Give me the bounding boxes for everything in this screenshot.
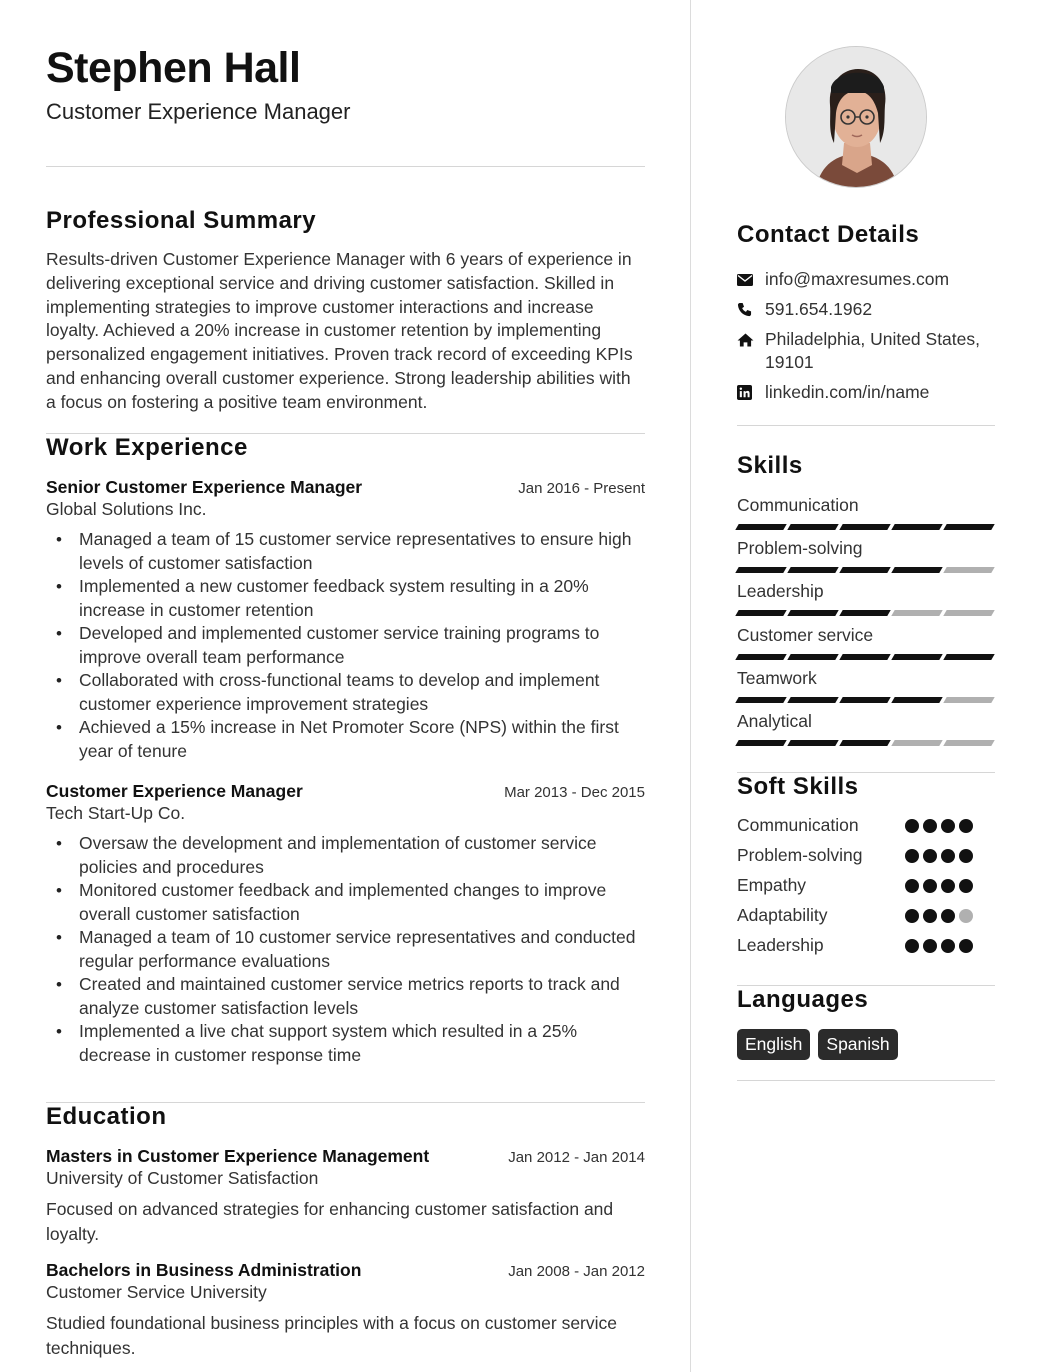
degree-title: Bachelors in Business Administration — [46, 1260, 362, 1280]
rating-dot — [923, 819, 937, 833]
job-company: Global Solutions Inc. — [46, 499, 207, 519]
rating-dot — [905, 939, 919, 953]
rating-dot — [959, 849, 973, 863]
contact-address — [737, 328, 995, 374]
education-heading: Education — [46, 1103, 167, 1130]
header-divider — [46, 166, 645, 167]
address-text: Philadelphia, United States, 19101 — [765, 329, 980, 372]
soft-skill-item — [737, 815, 995, 836]
skill-level-segment — [735, 524, 786, 530]
linkedin-text[interactable]: linkedin.com/in/name — [765, 382, 930, 402]
skill-name: Leadership — [737, 581, 824, 601]
job-bullet: • Developed and implemented customer service training programs to improve overall team performance — [46, 622, 645, 669]
skill-level-segment — [839, 567, 890, 573]
language-tag: English — [737, 1029, 810, 1060]
job-entry — [46, 477, 645, 763]
skill-level-segment — [735, 740, 786, 746]
contact-phone — [737, 298, 995, 321]
contact-heading: Contact Details — [737, 221, 920, 248]
rating-dot — [905, 879, 919, 893]
soft-skill-item — [737, 935, 995, 956]
skill-item — [737, 581, 993, 616]
skill-level-segment — [839, 524, 890, 530]
contact-email — [737, 268, 995, 291]
soft-skill-name: Communication — [737, 815, 859, 835]
school-name: Customer Service University — [46, 1282, 267, 1302]
skill-level-segment — [891, 524, 942, 530]
skill-name: Communication — [737, 495, 859, 515]
soft-skill-name: Adaptability — [737, 905, 828, 925]
skill-name: Analytical — [737, 711, 812, 731]
skill-level-segment — [839, 610, 890, 616]
rating-dot — [959, 819, 973, 833]
skill-level-segment — [943, 567, 994, 573]
skill-level-bar — [737, 567, 993, 573]
skill-item — [737, 668, 993, 703]
skill-level-segment — [735, 654, 786, 660]
profile-photo — [785, 46, 927, 188]
skill-level-segment — [839, 654, 890, 660]
job-bullet: • Implemented a new customer feedback system resulting in a 20% increase in customer retention — [46, 575, 645, 622]
skill-level-bar — [737, 740, 993, 746]
education-entry — [46, 1146, 645, 1246]
skill-level-segment — [787, 567, 838, 573]
home-icon — [737, 328, 765, 351]
rating-dot — [923, 939, 937, 953]
job-entry — [46, 781, 645, 1067]
skill-name: Problem-solving — [737, 538, 863, 558]
rating-dot — [959, 939, 973, 953]
skill-level-segment — [839, 740, 890, 746]
rating-dot — [905, 819, 919, 833]
envelope-icon — [737, 268, 765, 291]
skill-level-bar — [737, 524, 993, 530]
soft-skill-rating — [905, 939, 975, 953]
soft-skill-name: Problem-solving — [737, 845, 863, 865]
contact-linkedin — [737, 381, 995, 404]
skill-level-segment — [839, 697, 890, 703]
soft-skill-item — [737, 875, 995, 896]
skill-level-segment — [787, 740, 838, 746]
soft-skill-rating — [905, 879, 975, 893]
candidate-title: Customer Experience Manager — [46, 99, 351, 124]
school-name: University of Customer Satisfaction — [46, 1168, 319, 1188]
rating-dot — [941, 939, 955, 953]
skill-level-bar — [737, 654, 993, 660]
job-title: Senior Customer Experience Manager — [46, 477, 363, 497]
rating-dot — [905, 909, 919, 923]
skill-level-segment — [943, 740, 994, 746]
skill-name: Teamwork — [737, 668, 817, 688]
rating-dot — [905, 849, 919, 863]
soft-skill-name: Empathy — [737, 875, 807, 895]
skill-item — [737, 711, 993, 746]
education-dates: Jan 2008 - Jan 2012 — [508, 1263, 645, 1280]
job-bullet: • Managed a team of 15 customer service representatives to ensure high levels of customer satisfaction — [46, 528, 645, 575]
summary-text: Results-driven Customer Experience Manager with 6 years of experience in delivering exceptional service and driving customer satisfaction. Skilled in implementing strategies to improve customer interactions and increase loyalty. Achieved a 20% increase in customer retention by implementing personalized engagement initiatives. Proven track record of exceeding KPIs and enhancing overall customer experience. Strong leadership abilities with a focus on fostering a positive team environment. — [46, 249, 633, 412]
summary-heading: Professional Summary — [46, 207, 317, 234]
rating-dot — [941, 879, 955, 893]
soft-skill-rating — [905, 849, 975, 863]
rating-dot — [959, 909, 973, 923]
language-tags — [737, 1029, 898, 1060]
languages-heading: Languages — [737, 986, 869, 1013]
skill-level-segment — [943, 654, 994, 660]
rating-dot — [959, 879, 973, 893]
rating-dot — [923, 849, 937, 863]
skill-level-segment — [735, 697, 786, 703]
rating-dot — [941, 909, 955, 923]
candidate-name: Stephen Hall — [46, 44, 301, 92]
skill-level-segment — [787, 697, 838, 703]
job-bullets — [46, 528, 645, 763]
skill-level-segment — [943, 524, 994, 530]
skill-level-segment — [943, 610, 994, 616]
job-bullet: • Created and maintained customer service metrics reports to track and analyze customer satisfaction levels — [46, 973, 645, 1020]
linkedin-icon — [737, 381, 765, 404]
job-dates: Jan 2016 - Present — [518, 480, 645, 497]
education-description: Studied foundational business principles with a focus on customer service techniques. — [46, 1313, 618, 1358]
job-bullet: • Collaborated with cross-functional teams to develop and implement customer experience improvement strategies — [46, 669, 645, 716]
rating-dot — [941, 819, 955, 833]
soft-skills-heading: Soft Skills — [737, 773, 859, 800]
skill-level-segment — [891, 697, 942, 703]
education-dates: Jan 2012 - Jan 2014 — [508, 1149, 645, 1166]
job-bullet: • Monitored customer feedback and implemented changes to improve overall customer satisfaction — [46, 879, 645, 926]
skill-level-segment — [891, 567, 942, 573]
rating-dot — [923, 879, 937, 893]
job-bullet: • Oversaw the development and implementation of customer service policies and procedures — [46, 832, 645, 879]
email-text[interactable]: info@maxresumes.com — [765, 269, 950, 289]
skill-item — [737, 625, 993, 660]
portrait-illustration — [786, 47, 927, 188]
skill-level-segment — [735, 610, 786, 616]
skill-level-segment — [787, 610, 838, 616]
skill-item — [737, 495, 993, 530]
education-entry — [46, 1260, 645, 1360]
job-company: Tech Start-Up Co. — [46, 803, 186, 823]
skill-level-bar — [737, 697, 993, 703]
job-dates: Mar 2013 - Dec 2015 — [504, 784, 645, 801]
language-tag: Spanish — [818, 1029, 897, 1060]
languages-divider — [737, 1080, 995, 1081]
rating-dot — [941, 849, 955, 863]
skill-level-segment — [943, 697, 994, 703]
job-title: Customer Experience Manager — [46, 781, 303, 801]
experience-heading: Work Experience — [46, 434, 248, 461]
skill-level-segment — [891, 654, 942, 660]
job-bullets — [46, 832, 645, 1067]
job-bullet: • Achieved a 15% increase in Net Promoter Score (NPS) within the first year of tenure — [46, 716, 645, 763]
skill-item — [737, 538, 993, 573]
phone-text: 591.654.1962 — [765, 299, 873, 319]
skill-level-segment — [891, 610, 942, 616]
skill-level-segment — [891, 740, 942, 746]
soft-skill-item — [737, 905, 995, 926]
skills-heading: Skills — [737, 452, 803, 479]
job-bullet: • Managed a team of 10 customer service representatives and conducted regular performance evaluations — [46, 926, 645, 973]
job-bullet: • Implemented a live chat support system which resulted in a 25% decrease in customer response time — [46, 1020, 645, 1067]
soft-skill-rating — [905, 819, 975, 833]
education-description: Focused on advanced strategies for enhancing customer satisfaction and loyalty. — [46, 1199, 614, 1244]
soft-skill-name: Leadership — [737, 935, 824, 955]
skill-level-bar — [737, 610, 993, 616]
degree-title: Masters in Customer Experience Management — [46, 1146, 430, 1166]
rating-dot — [923, 909, 937, 923]
skill-level-segment — [787, 524, 838, 530]
skill-level-segment — [787, 654, 838, 660]
soft-skill-item — [737, 845, 995, 866]
skill-level-segment — [735, 567, 786, 573]
contact-divider — [737, 425, 995, 426]
soft-skill-rating — [905, 909, 975, 923]
phone-icon — [737, 298, 765, 321]
skill-name: Customer service — [737, 625, 874, 645]
column-divider — [690, 0, 691, 1372]
